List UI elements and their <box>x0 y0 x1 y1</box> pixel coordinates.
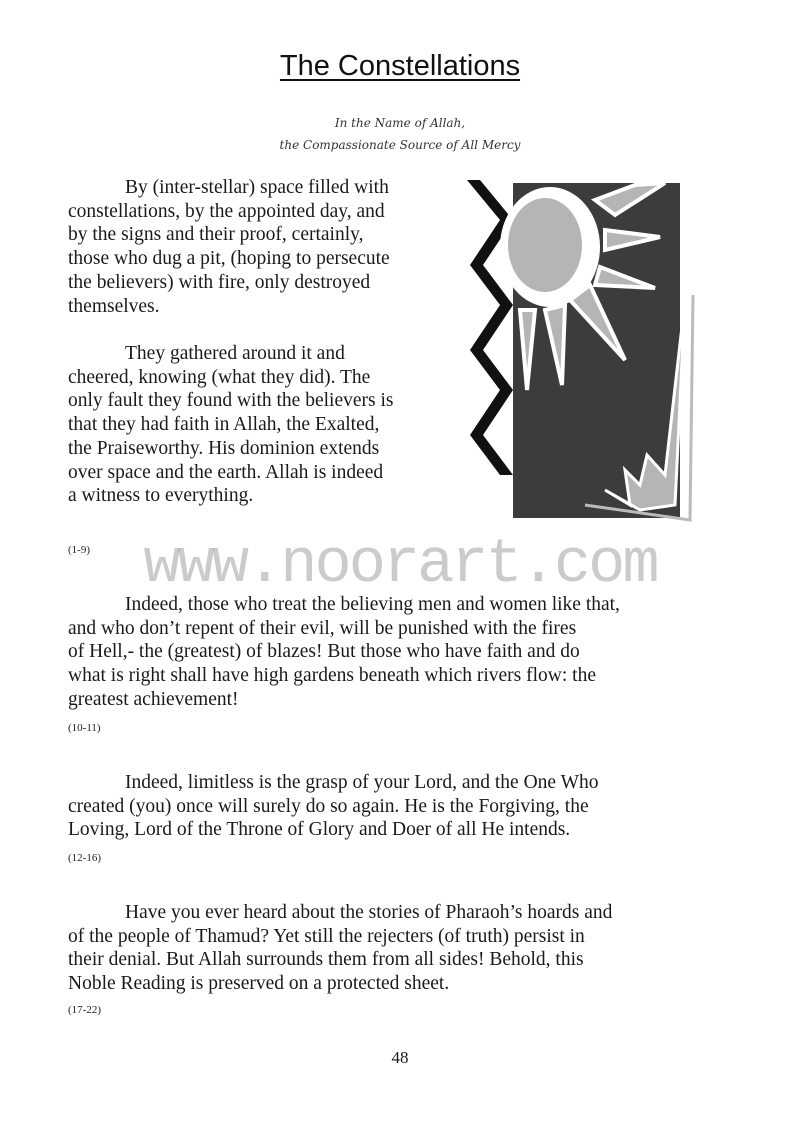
text-line: They gathered around it and <box>125 343 345 364</box>
paragraph-2 <box>68 342 393 508</box>
text-line: over space and the earth. Allah is indeed <box>68 461 384 483</box>
paragraph-4 <box>68 771 599 842</box>
text-line: greatest achievement! <box>68 688 239 710</box>
text-line: only fault they found with the believers is <box>68 390 394 412</box>
verse-reference: (1-9) <box>68 544 90 556</box>
text-line: Indeed, those who treat the believing men and women like that, <box>125 594 620 615</box>
text-line: cheered, knowing (what they did). The <box>68 366 371 388</box>
page-number: 48 <box>391 1048 409 1067</box>
sun-illustration <box>465 175 695 525</box>
paragraph-1 <box>68 176 390 318</box>
watermark: www.noorart.com <box>143 529 657 600</box>
verse-reference: (17-22) <box>68 1004 101 1016</box>
text-line: themselves. <box>68 295 160 317</box>
text-line: by the signs and their proof, certainly, <box>68 224 364 246</box>
invocation <box>0 112 800 156</box>
text-line: of the people of Thamud? Yet still the rejecters (of truth) persist in <box>68 925 585 947</box>
text-line: the believers) with fire, only destroyed <box>68 271 371 293</box>
text-line: Have you ever heard about the stories of Pharaoh’s hoards and <box>125 902 613 923</box>
text-line: Loving, Lord of the Throne of Glory and Doer of all He intends. <box>68 819 571 841</box>
text-line: what is right shall have high gardens beneath which rivers flow: the <box>68 665 596 687</box>
invocation-line: the Compassionate Source of All Mercy <box>279 138 521 152</box>
verse-reference: (12-16) <box>68 852 101 864</box>
page-title: The Constellations <box>279 50 521 82</box>
text-line: those who dug a pit, (hoping to persecute <box>68 248 390 270</box>
text-line: a witness to everything. <box>68 485 254 507</box>
text-line: their denial. But Allah surrounds them from all sides! Behold, this <box>68 949 584 971</box>
text-line: Noble Reading is preserved on a protected sheet. <box>68 973 450 995</box>
text-line: the Praiseworthy. His dominion extends <box>68 437 380 459</box>
text-line: Indeed, limitless is the grasp of your Lord, and the One Who <box>125 772 599 793</box>
paragraph-5 <box>68 901 612 996</box>
text-line: constellations, by the appointed day, and <box>68 200 385 222</box>
text-line: of Hell,- the (greatest) of blazes! But those who have faith and do <box>68 641 580 663</box>
text-line: created (you) once will surely do so again. He is the Forgiving, the <box>68 795 589 817</box>
text-line: that they had faith in Allah, the Exalted, <box>68 414 380 436</box>
verse-reference: (10-11) <box>68 722 101 734</box>
paragraph-3 <box>68 593 620 712</box>
text-line: By (inter-stellar) space filled with <box>125 177 389 198</box>
invocation-line: In the Name of Allah, <box>334 116 466 130</box>
text-line: and who don’t repent of their evil, will be punished with the fires <box>68 617 577 639</box>
sun-core <box>508 198 582 292</box>
